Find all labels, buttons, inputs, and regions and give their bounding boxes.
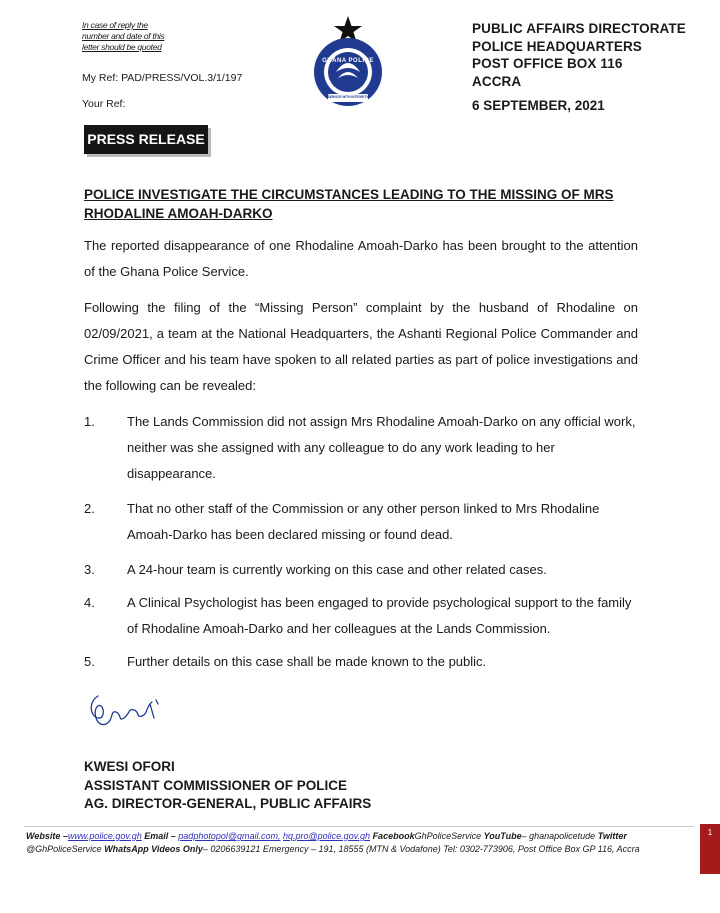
item-number: 2. bbox=[84, 501, 95, 516]
reply-note-line: In case of reply the bbox=[82, 20, 148, 30]
contact-footer bbox=[26, 830, 686, 856]
my-ref: My Ref: PAD/PRESS/VOL.3/1/197 bbox=[82, 72, 243, 84]
address-line: POLICE HEADQUARTERS bbox=[472, 38, 642, 54]
reply-note-line: letter should be quoted bbox=[82, 42, 162, 52]
website-link[interactable]: www.police.gov.gh bbox=[67, 831, 142, 841]
item-text: A 24-hour team is currently working on this case and other related cases. bbox=[127, 562, 547, 577]
email-label: Email – bbox=[144, 831, 176, 841]
item-text: The Lands Commission did not assign Mrs Rhodaline Amoah-Darko on any official work, neither was she assigned with any colleague to do any work leading to her disappearance. bbox=[127, 414, 636, 481]
item-text: That no other staff of the Commission or any other person linked to Mrs Rhodaline Amoah-Darko has been declared missing or found dead. bbox=[127, 501, 600, 542]
address-line: POST OFFICE BOX 116 bbox=[472, 56, 623, 71]
your-ref: Your Ref: bbox=[82, 98, 126, 110]
twitter-handle: @GhPoliceService bbox=[26, 844, 102, 854]
whatsapp-label: WhatsApp Videos Only bbox=[104, 844, 203, 854]
item-number: 5. bbox=[84, 654, 95, 669]
item-number: 4. bbox=[84, 595, 95, 610]
facebook-label: Facebook bbox=[372, 831, 415, 841]
release-date: 6 SEPTEMBER, 2021 bbox=[472, 98, 605, 113]
website-label: Website – bbox=[26, 831, 68, 841]
directorate-address bbox=[472, 20, 712, 90]
address-line: ACCRA bbox=[472, 73, 522, 89]
item-text: Further details on this case shall be made known to the public. bbox=[127, 654, 487, 669]
reply-instruction-note bbox=[82, 20, 212, 53]
email-link[interactable]: padphotopol@gmail.com, bbox=[178, 831, 281, 841]
facebook-handle: GhPoliceService bbox=[414, 831, 482, 841]
signatory-name: KWESI OFORI bbox=[84, 759, 175, 774]
youtube-label: YouTube bbox=[483, 831, 522, 841]
item-number: 3. bbox=[84, 562, 95, 577]
signatory-title: ASSISTANT COMMISSIONER OF POLICE bbox=[84, 777, 348, 793]
signatory-role: AG. DIRECTOR-GENERAL, PUBLIC AFFAIRS bbox=[84, 796, 372, 811]
intro-paragraph: The reported disappearance of one Rhodaline Amoah-Darko has been brought to the attention of the Ghana Police Service. bbox=[84, 238, 638, 279]
item-text: A Clinical Psychologist has been engaged to provide psychological support to the family of Rhodaline Amoah-Darko and her colleagues at the Lands Commission. bbox=[127, 595, 632, 636]
youtube-handle: – ghanapolicetude bbox=[521, 831, 596, 841]
handwritten-signature bbox=[84, 688, 174, 736]
page-number: 1 bbox=[700, 824, 720, 874]
crest-label: GHANA POLICE bbox=[322, 58, 374, 64]
headline: POLICE INVESTIGATE THE CIRCUMSTANCES LEADING TO THE MISSING OF MRS RHODALINE AMOAH-DARKO bbox=[84, 187, 614, 221]
crest-motto: SERVICE WITH INTEGRITY bbox=[327, 95, 369, 99]
address-line: PUBLIC AFFAIRS DIRECTORATE bbox=[472, 21, 686, 36]
press-release-label: PRESS RELEASE bbox=[84, 125, 208, 154]
contact-numbers: – 0206639121 Emergency – 191, 18555 (MTN & Vodafone) Tel: 0302-773906, Post Office Box GP 116, Accra bbox=[202, 844, 640, 854]
footer-divider bbox=[24, 826, 694, 827]
reply-note-line: number and date of this bbox=[82, 31, 165, 41]
email-link[interactable]: hq.pro@police.gov.gh bbox=[283, 831, 371, 841]
twitter-label: Twitter bbox=[597, 831, 627, 841]
item-number: 1. bbox=[84, 414, 95, 429]
investigation-paragraph: Following the filing of the “Missing Person” complaint by the husband of Rhodaline on 02/09/2021, a team at the National Headquarters, the Ashanti Regional Police Commander and Crime Officer and his team have spoken to all related parties as part of police investigations and the following can be revealed: bbox=[84, 300, 638, 393]
signatory-block bbox=[84, 758, 371, 814]
